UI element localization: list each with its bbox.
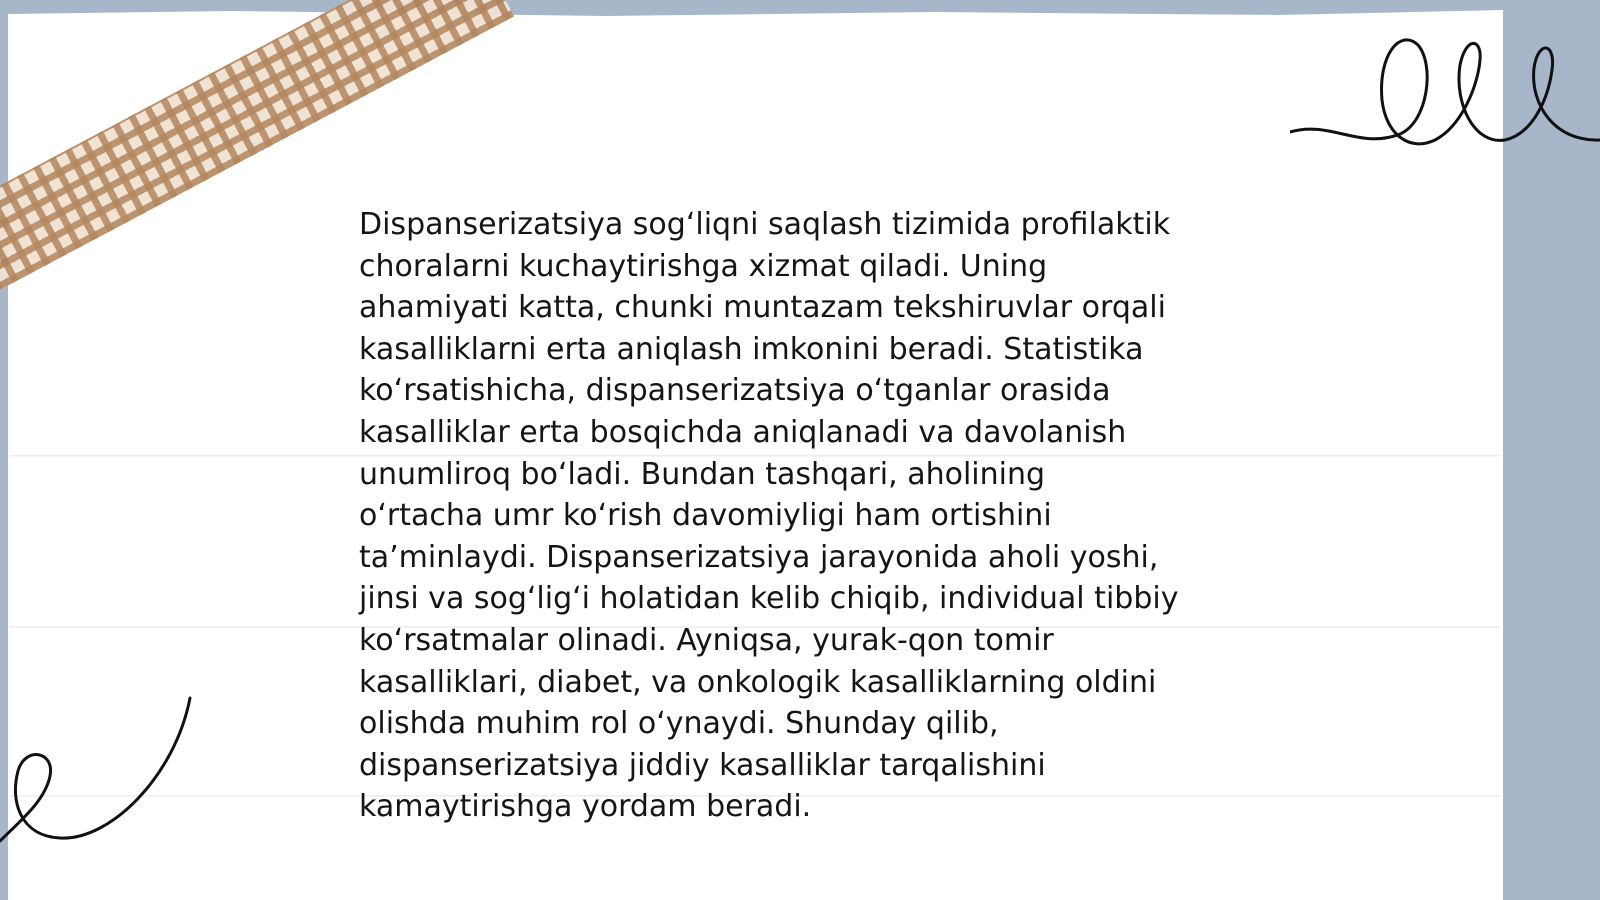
loop-scribble-icon [1290, 30, 1600, 165]
loop-scribble-icon [0, 696, 200, 856]
body-paragraph: Dispanserizatsiya sogʻliqni saqlash tizimida profilaktik choralarni kuchaytirishga xizmat qiladi. Uning ahamiyati katta, chunki muntazam tekshiruvlar orqali kasalliklarni erta aniqlash imkonini beradi. Statistika koʻrsatishicha, dispanserizatsiya oʻtganlar orasida kasalliklar erta bosqichda aniqlanadi va davolanish unumliroq boʻladi. Bundan tashqari, aholining oʻrtacha umr koʻrish davomiyligi ham ortishini taʼminlaydi. Dispanserizatsiya jarayonida aholi yoshi, jinsi va sogʻligʻi holatidan kelib chiqib, individual tibbiy koʻrsatmalar olinadi. Ayniqsa, yurak-qon tomir kasalliklari, diabet, va onkologik kasalliklarning oldini olishda muhim rol oʻynaydi. Shunday qilib, dispanserizatsiya jiddiy kasalliklar tarqalishini kamaytirishga yordam beradi. [359, 207, 1179, 825]
